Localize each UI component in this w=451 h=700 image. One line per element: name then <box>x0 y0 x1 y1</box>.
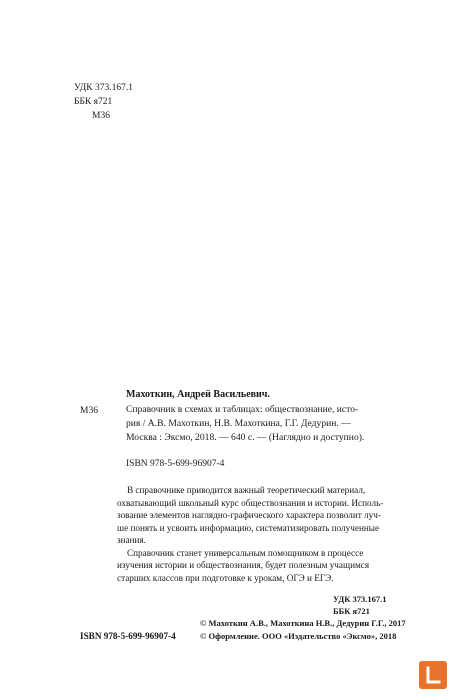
publisher-logo-svg <box>419 661 447 689</box>
author-name: Махоткин, Андрей Васильевич. <box>126 389 270 400</box>
annotation-line: знания. <box>117 535 146 545</box>
copyright-authors: © Махоткин А.В., Махоткина Н.В., Дедурин Г.Г., 2017 <box>200 618 406 628</box>
description-line: Справочник в схемах и таблицах: обществознание, исто- <box>126 404 359 415</box>
publisher-logo-icon[interactable] <box>419 661 447 689</box>
annotation-line: зование элементов наглядно-графического характера позволит луч- <box>117 510 381 520</box>
udc-code-bottom: УДК 373.167.1 <box>333 594 387 604</box>
bbk-code-bottom: ББК я721 <box>333 606 370 616</box>
annotation-line: Справочник станет универсальным помощником в процессе <box>127 547 364 558</box>
description-line: рия / А.В. Махоткин, Н.В. Махоткина, Г.Г. Дедурин. — <box>126 418 351 429</box>
annotation-line: изучения истории и обществознания, будет полезным учащимся <box>117 560 370 570</box>
isbn-bottom: ISBN 978-5-699-96907-4 <box>80 631 176 641</box>
bbk-code-top: ББК я721 <box>74 97 113 107</box>
copyright-design: © Оформление. ООО «Издательство «Эксмо», 2018 <box>200 631 397 641</box>
udc-code-top: УДК 373.167.1 <box>74 83 133 93</box>
isbn-entry: ISBN 978-5-699-96907-4 <box>126 459 225 469</box>
annotation-line: ше понять и усвоить информацию, систематизировать полученные <box>117 522 380 533</box>
author-code-top: М36 <box>92 111 110 121</box>
annotation-line: охватывающий школьный курс обществознания и истории. Исполь- <box>117 497 384 508</box>
author-code-entry: М36 <box>80 406 98 416</box>
annotation-line: старших классов при подготовке к урокам, ОГЭ и ЕГЭ. <box>117 572 334 583</box>
bibliographic-description <box>126 403 386 445</box>
description-line: Москва : Эксмо, 2018. — 640 с. — (Наглядно и доступно). <box>126 432 365 443</box>
annotation-line: В справочнике приводится важный теоретический материал, <box>127 485 366 495</box>
annotation <box>117 484 387 584</box>
